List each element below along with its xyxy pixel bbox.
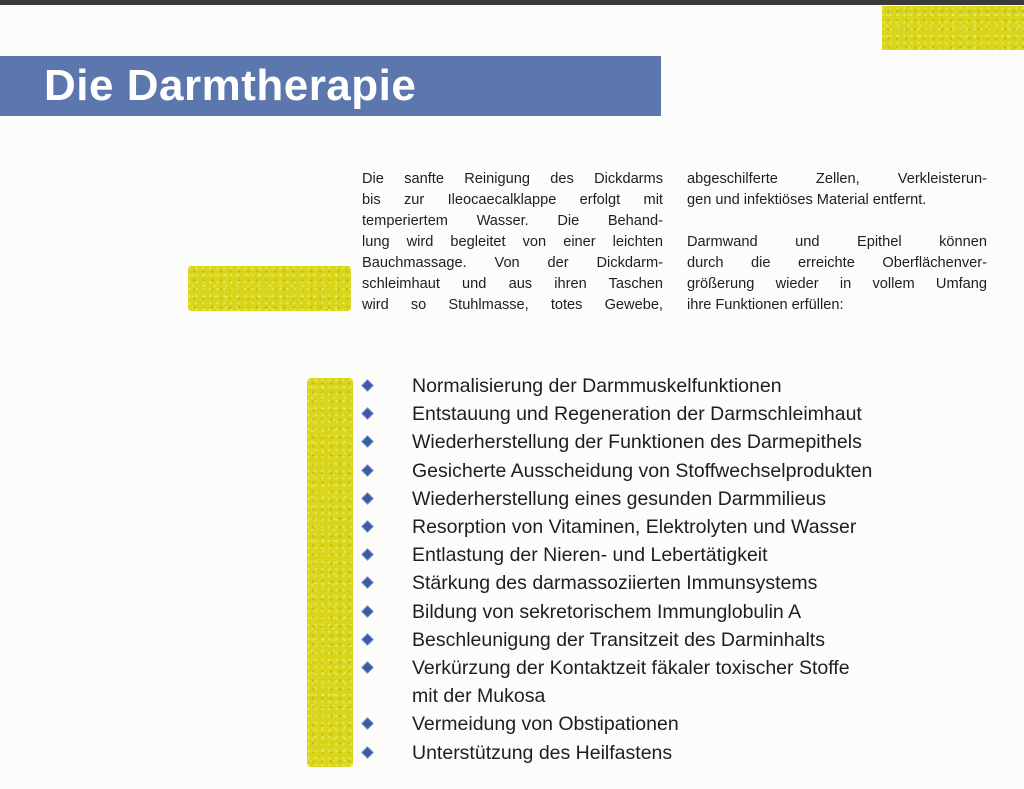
- intro-left-line: temperiertem Wasser. Die Behand-: [362, 213, 663, 229]
- benefit-text: Bildung von sekretorischem Immunglobulin A: [412, 600, 802, 623]
- intro-left-line: Die sanfte Reinigung des Dickdarms: [362, 171, 663, 187]
- benefit-text: Entlastung der Nieren- und Lebertätigkeit: [412, 544, 768, 567]
- benefit-text: Wiederherstellung eines gesunden Darmmilieus: [412, 487, 827, 510]
- benefit-text: Gesicherte Ausscheidung von Stoffwechselprodukten: [412, 459, 873, 482]
- intro-right-line: Darmwand und Epithel können: [687, 234, 987, 250]
- intro-left-line: bis zur Ileocaecalklappe erfolgt mit: [362, 192, 663, 208]
- diamond-bullet-icon: [363, 578, 373, 588]
- benefit-list-item: [362, 626, 982, 654]
- top-border-rule: [0, 0, 1024, 5]
- diamond-bullet-icon: [363, 522, 373, 532]
- diamond-bullet-icon: [363, 634, 373, 644]
- page-title: Die Darmtherapie: [44, 61, 417, 110]
- benefit-text: Normalisierung der Darmmuskelfunktionen: [412, 375, 782, 397]
- benefit-text: Stärkung des darmassoziierten Immunsystems: [412, 572, 818, 595]
- intro-column-right: [687, 169, 987, 316]
- benefit-list-item: [362, 541, 982, 569]
- intro-right-line: größerung wieder in vollem Umfang: [687, 276, 987, 292]
- benefit-list-item: [362, 428, 982, 456]
- benefit-text: Beschleunigung der Transitzeit des Darminhalts: [412, 628, 825, 651]
- title-bar: [0, 56, 661, 116]
- diamond-bullet-icon: [363, 381, 373, 391]
- intro-right-line: gen und infektiöses Material entfernt.: [687, 192, 927, 208]
- intro-right-line: ihre Funktionen erfüllen:: [687, 297, 844, 313]
- diamond-bullet-icon: [363, 606, 373, 616]
- diamond-bullet-icon: [363, 437, 373, 447]
- diamond-bullet-icon: [363, 493, 373, 503]
- diamond-bullet-icon: [363, 747, 373, 757]
- benefit-text: Vermeidung von Obstipationen: [412, 713, 679, 736]
- diamond-bullet-icon: [363, 550, 373, 560]
- intro-right-line: abgeschilferte Zellen, Verkleisterun-: [687, 171, 987, 187]
- benefit-text: Verkürzung der Kontaktzeit fäkaler toxischer Stoffe: [412, 657, 850, 680]
- benefits-list: [362, 372, 982, 767]
- intro-left-line: schleimhaut und aus ihren Taschen: [362, 276, 663, 292]
- intro-column-left: [362, 169, 663, 316]
- benefit-list-item: [362, 598, 982, 626]
- benefit-list-item: [362, 372, 982, 400]
- intro-left-line: wird so Stuhlmasse, totes Gewebe,: [362, 297, 663, 313]
- benefit-text: Unterstützung des Heilfastens: [412, 741, 673, 764]
- paragraph-gap: [687, 211, 987, 232]
- diamond-bullet-icon: [363, 719, 373, 729]
- benefit-list-item: [362, 710, 982, 738]
- diamond-bullet-icon: [363, 465, 373, 475]
- diamond-bullet-icon: [363, 409, 373, 419]
- yellow-accent-left: [188, 266, 351, 311]
- benefit-text: Wiederherstellung der Funktionen des Darmepithels: [412, 431, 862, 454]
- benefit-text: Resorption von Vitaminen, Elektrolyten und Wasser: [412, 516, 857, 539]
- benefit-list-item: [362, 569, 982, 597]
- benefit-list-item: [362, 485, 982, 513]
- benefit-list-item: [362, 457, 982, 485]
- yellow-accent-vertical: [307, 378, 353, 767]
- benefit-list-item: [362, 400, 982, 428]
- yellow-accent-top-right: [882, 6, 1024, 50]
- diamond-bullet-icon: [363, 663, 373, 673]
- intro-right-line: durch die erreichte Oberflächenver-: [687, 255, 987, 271]
- benefit-list-item: [362, 739, 982, 767]
- intro-left-line: lung wird begleitet von einer leichten: [362, 234, 663, 250]
- benefit-list-item: [362, 654, 982, 710]
- intro-left-line: Bauchmassage. Von der Dickdarm-: [362, 255, 663, 271]
- benefit-list-item: [362, 513, 982, 541]
- benefit-text: Entstauung und Regeneration der Darmschleimhaut: [412, 403, 862, 426]
- benefit-text-continuation: mit der Mukosa: [412, 685, 546, 708]
